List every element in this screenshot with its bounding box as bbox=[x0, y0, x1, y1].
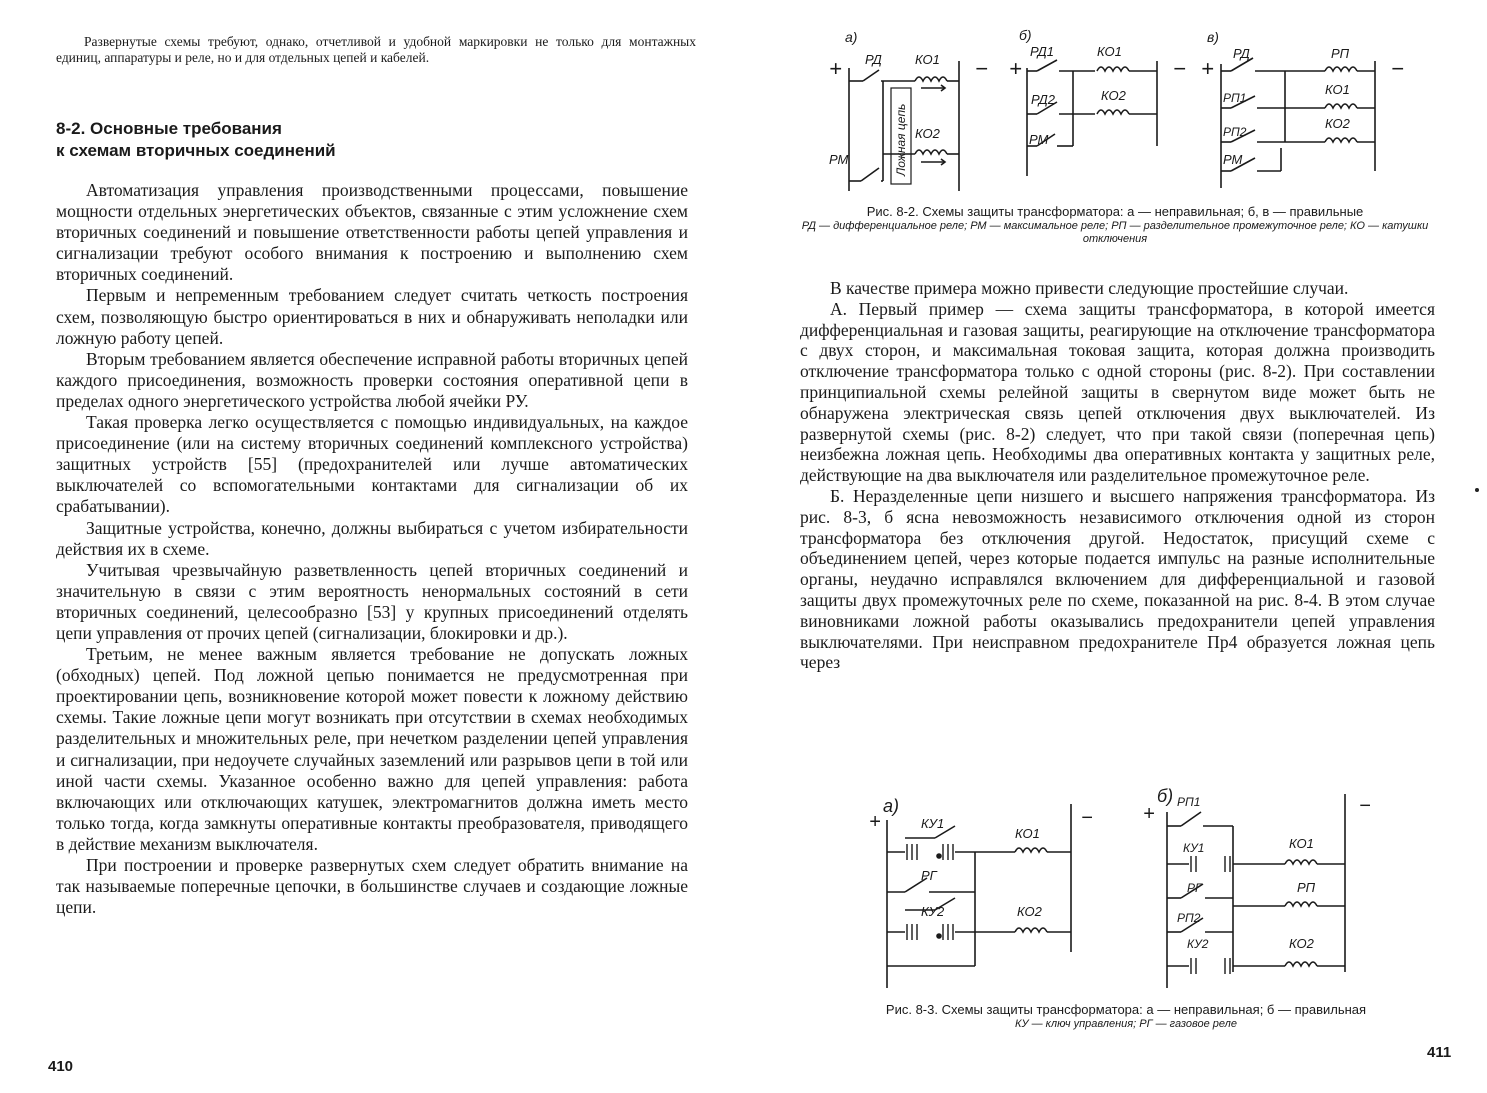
minus-sign: − bbox=[1081, 807, 1093, 829]
paragraph: Б. Неразделенные цепи низшего и высшего напряжения трансформатора. Из рис. 8-3, б ясна невозможность независимого отключения одной из сторон трансформатора без отключения другой. Недостаток, присущий схеме с объединением цепей, через которые подается импульс на разные исполнительные органы, неудачно исправлялся включением для дифференциальной и газовой защиты двух промежуточных реле по схеме, показанной на рис. 8-4. В этом случае виновниками ложной работы оказывались предохранители цепей управления выключателями. При неисправном предохранителе Пр4 образуется ложная цепь через bbox=[800, 485, 1435, 673]
gas-relay-label: РГ bbox=[921, 868, 937, 883]
gas-relay-label: РГ bbox=[1187, 881, 1202, 895]
plus-sign: + bbox=[1009, 56, 1022, 81]
relay-label-rd: РД bbox=[1233, 46, 1250, 61]
coil-label-ko2: КО2 bbox=[1017, 904, 1042, 919]
fig82-label-a: а) bbox=[845, 29, 858, 45]
paragraph: Автоматизация управления производственными процессами, повышение мощности отдельных энергетических объектов, связанные с этим усложнение схем вторичных соединений и повышение ответственности работы цепей управления и сигнализации требуют особого внимания к построению и выполнению схем вторичных соединений. bbox=[56, 180, 688, 285]
relay-label-rp: РП bbox=[1297, 880, 1316, 895]
coil-label-ko1: КО1 bbox=[1289, 836, 1314, 851]
fig83-caption-main: Рис. 8-3. Схемы защиты трансформатора: а — неправильная; б — правильная bbox=[885, 1002, 1367, 1017]
plus-sign: + bbox=[1201, 56, 1214, 81]
fig82-label-b: б) bbox=[1019, 27, 1032, 43]
coil-label-ko1: КО1 bbox=[1325, 82, 1350, 97]
heading-line-2: к схемам вторичных соединений bbox=[56, 141, 336, 160]
relay-label-rm: РМ bbox=[829, 152, 849, 167]
key-label-ku1: КУ1 bbox=[921, 816, 945, 831]
fig82-label-c: в) bbox=[1207, 29, 1219, 45]
key-label-ku1: КУ1 bbox=[1183, 841, 1205, 855]
section-heading bbox=[56, 118, 336, 162]
minus-sign: − bbox=[1359, 795, 1371, 817]
key-label-ku2: КУ2 bbox=[921, 904, 945, 919]
paragraph: В качестве примера можно привести следующие простейшие случаи. bbox=[830, 278, 1349, 298]
coil-label-ko2: КО2 bbox=[1289, 936, 1314, 951]
paragraph: Такая проверка легко осуществляется с помощью индивидуальных, на каждое присоединение (или на систему вторичных соединений комплексного устройства) защитных устройств [55] (предохранителей или лучше автоматических выключателей со вспомогательными контактами для сигнализации об их срабатывании). bbox=[56, 412, 688, 517]
figure-8-2 bbox=[825, 26, 1445, 196]
coil-label-ko2: КО2 bbox=[915, 126, 940, 141]
plus-sign: + bbox=[869, 811, 881, 833]
left-body-text bbox=[56, 180, 688, 918]
minus-sign: − bbox=[1173, 56, 1186, 81]
paragraph: При построении и проверке развернутых схем следует обратить внимание на так называемые поперечные цепочки, в большинстве случаев и создающие ложные цепи. bbox=[56, 855, 688, 918]
relay-label-rp2: РП2 bbox=[1223, 125, 1247, 139]
fig83-label-a: а) bbox=[883, 796, 900, 816]
fig83-caption bbox=[801, 1002, 1451, 1031]
fig82-caption-main: Рис. 8-2. Схемы защиты трансформатора: а — неправильная; б, в — правильные bbox=[866, 204, 1364, 219]
key-label-ku2: КУ2 bbox=[1187, 937, 1209, 951]
page-number: 410 bbox=[48, 1058, 74, 1075]
fig82-caption-legend: РД — дифференциальное реле; РМ — максимальное реле; РП — разделительное промежуточное реле; КО — катушки отключения bbox=[801, 220, 1429, 245]
minus-sign: − bbox=[975, 56, 988, 81]
paragraph: А. Первый пример — схема защиты трансформатора, в которой имеется дифференциальная и газовая защиты, реагирующие на отключение трансформатора с двух сторон, и максимальная токовая защита, которая должна производить отключение трансформатора только с одной стороны (рис. 8-2). При составлении принципиальной схемы релейной защиты в свернутом виде может быть не обнаружена электрическая связь цепей отключения двух выключателей. Из развернутой схемы (рис. 8-2) следует, что при такой связи (поперечная цепь) неизбежна ложная цепь. Необходимы два оперативных контакта у защитных реле, действующие на два выключателя или разделительное промежуточное реле. bbox=[800, 298, 1435, 486]
fig83-label-b: б) bbox=[1157, 786, 1174, 806]
right-body-text bbox=[800, 278, 1435, 673]
minus-sign: − bbox=[1391, 56, 1404, 81]
false-circuit-label: Ложная цепь bbox=[894, 103, 908, 176]
paragraph: Учитывая чрезвычайную разветвленность цепей вторичных соединений и значительную в связи с этим вероятность ненормальных состояний в сети вторичных соединений, целесообразно [53] у крупных присоединений отделять цепи управления от прочих цепей (сигнализации, блокировки и др.). bbox=[56, 559, 688, 643]
paragraph: Вторым требованием является обеспечение исправной работы вторичных цепей каждого присоединения, возможность проверки состояния оперативной цепи в пределах одного энергетического устройства любой ячейки РУ. bbox=[56, 348, 688, 411]
heading-line-1: 8-2. Основные требования bbox=[56, 119, 282, 138]
coil-label-ko1: КО1 bbox=[1097, 44, 1122, 59]
fig83-caption-legend: КУ — ключ управления; РГ — газовое реле bbox=[1015, 1018, 1237, 1030]
paragraph: Третьим, не менее важным является требование не допускать ложных (обходных) цепей. Под ложной цепью понимается не предусмотренная при проектировании цепь, возникновение которой может повести к ложному действию схемы. Такие ложные цепи могут возникать при отсутствии в схемах необходимых разделительных и множительных реле, при нечетком разделении цепей управления и сигнализации, при недоучете случайных заземлений или разрывов цепи в той или иной части схемы. Указанное особенно важно для цепей управления: работа включающих или отключающих катушек, электромагнитов должна иметь место только тогда, когда замкнуты оперативные контакты преобразователя, приводящего в действие механизм выключателя. bbox=[56, 644, 688, 854]
figure-8-3 bbox=[865, 782, 1385, 1000]
fig82-caption bbox=[785, 204, 1445, 246]
relay-label-rd: РД bbox=[865, 52, 882, 67]
paragraph: Первым и непременным требованием следует считать четкость построения схем, позволяющую быстро ориентироваться в них и обнаруживать неполадки или ложную работу цепей. bbox=[56, 285, 688, 348]
relay-label-rd2: РД2 bbox=[1031, 92, 1056, 107]
relay-label-rd1: РД1 bbox=[1030, 44, 1055, 59]
intro-paragraph: Развернутые схемы требуют, однако, отчетливой и удобной маркировки не только для монтажных единиц, аппаратуры и реле, но и для отдельных цепей и кабелей. bbox=[56, 34, 696, 65]
relay-label-rp: РП bbox=[1331, 46, 1350, 61]
plus-sign: + bbox=[829, 56, 842, 81]
paragraph: Защитные устройства, конечно, должны выбираться с учетом избирательности действия их в схеме. bbox=[56, 517, 688, 559]
relay-label-rp1: РП1 bbox=[1223, 91, 1247, 105]
coil-label-ko2: КО2 bbox=[1325, 116, 1350, 131]
coil-label-ko1: КО1 bbox=[1015, 826, 1040, 841]
relay-label-rp2: РП2 bbox=[1177, 911, 1201, 925]
relay-label-rm: РМ bbox=[1223, 152, 1243, 167]
right-page bbox=[745, 0, 1487, 1093]
plus-sign: + bbox=[1143, 803, 1155, 825]
relay-label-rm: РМ bbox=[1029, 132, 1049, 147]
page-number: 411 bbox=[1427, 1044, 1452, 1061]
coil-label-ko1: КО1 bbox=[915, 52, 940, 67]
coil-label-ko2: КО2 bbox=[1101, 88, 1126, 103]
margin-mark bbox=[1475, 488, 1479, 492]
relay-label-rp1: РП1 bbox=[1177, 795, 1201, 809]
